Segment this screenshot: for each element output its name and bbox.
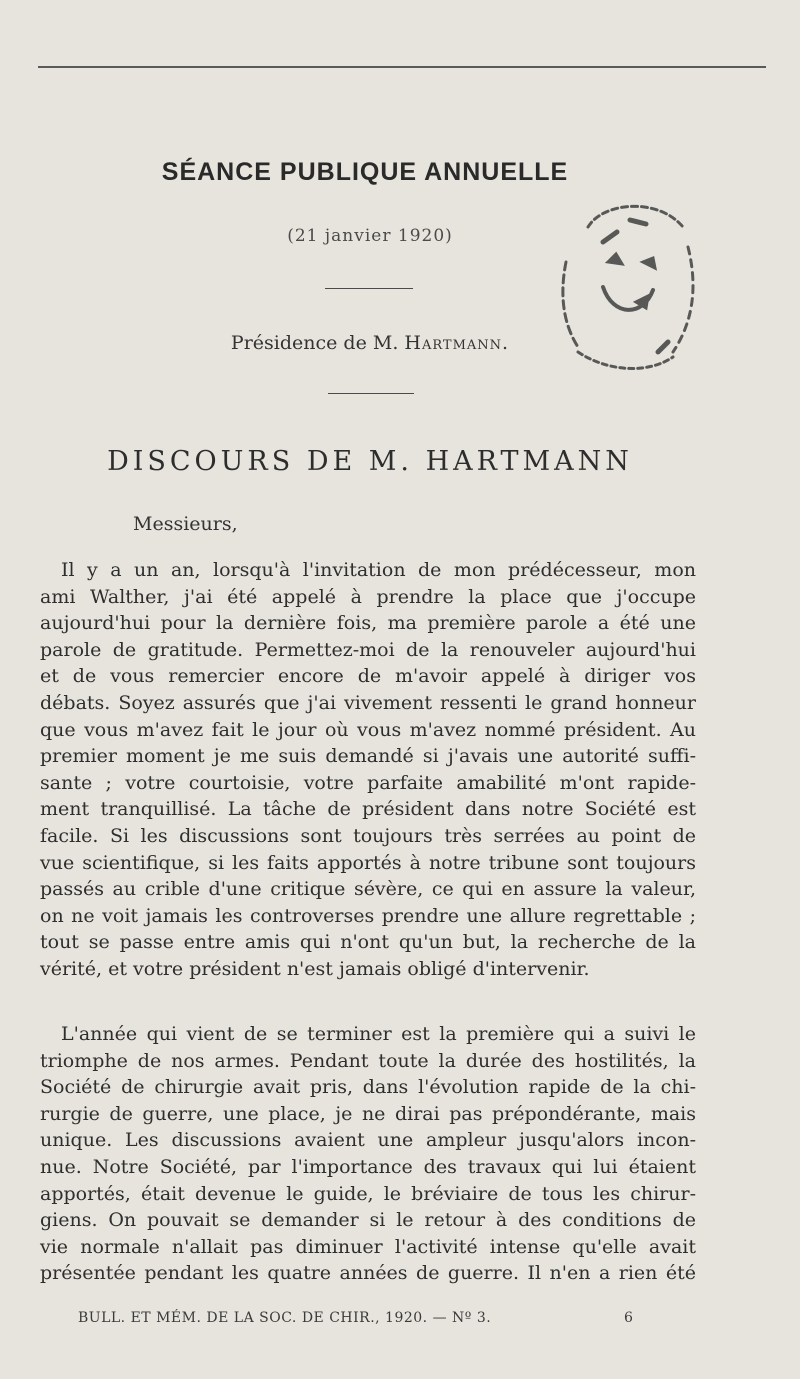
text-line: vue scientifique, si les faits apportés à notre tribune sont toujours [40,851,696,874]
text-line: giens. On pouvait se demander si le retour à des conditions de [40,1209,696,1232]
text-line: unique. Les discussions avaient une ampleur jusqu'alors incon- [40,1129,696,1152]
text-line: parole de gratitude. Permettez-moi de la renouveler aujourd'hui [40,638,696,661]
page-number: 6 [624,1310,634,1326]
text-line: facile. Si les discussions sont toujours très serrées au point de [40,824,696,847]
top-rule [38,66,766,68]
text-line: Il y a un an, lorsqu'à l'invitation de mon prédécesseur, mon [61,559,696,581]
text-line: vérité, et votre président n'est jamais obligé d'intervenir. [40,957,590,980]
text-line: passés au crible d'une critique sévère, ce qui en assure la valeur, [40,878,696,901]
page-footer [78,1310,638,1326]
presidence-name: Hartmann. [404,332,510,354]
paragraph-2 [40,1021,696,1287]
text-line: premier moment je me suis demandé si j'avais une autorité suffi- [40,745,696,768]
text-line: présentée pendant les quatre années de guerre. Il n'en a rien été [40,1262,696,1285]
text-line: L'année qui vient de se terminer est la première qui a suivi le [61,1023,696,1045]
text-line: aujourd'hui pour la dernière fois, ma première parole a été une [40,612,696,635]
paragraph-1 [40,557,696,983]
text-line: débats. Soyez assurés que j'ai vivement ressenti le grand honneur [40,691,696,714]
page-title: SÉANCE PUBLIQUE ANNUELLE [161,158,569,186]
text-line: ment tranquillisé. La tâche de président dans notre Société est [40,798,696,821]
text-line: on ne voit jamais les controverses prendre une allure regrettable ; [40,904,696,927]
short-rule-upper [325,288,413,289]
salutation: Messieurs, [133,513,238,535]
presidence-prefix: Présidence de M. [230,332,399,354]
text-line: ami Walther, j'ai été appelé à prendre la place que j'occupe [40,585,696,608]
library-stamp-icon [548,192,698,372]
text-line: et de vous remercier encore de m'avoir appelé à diriger vos [40,665,696,688]
text-line: nue. Notre Société, par l'importance des travaux qui lui étaient [40,1155,696,1178]
text-line: vie normale n'allait pas diminuer l'activité intense qu'elle avait [40,1235,696,1258]
section-heading: DISCOURS DE M. HARTMANN [107,446,633,477]
footer-citation: BULL. ET MÉM. DE LA SOC. DE CHIR., 1920. — Nº 3. [78,1310,492,1326]
short-rule-lower [328,393,414,394]
text-line: triomphe de nos armes. Pendant toute la durée des hostilités, la [40,1049,696,1072]
text-line: sante ; votre courtoisie, votre parfaite amabilité m'ont rapide- [40,771,696,794]
text-line: rurgie de guerre, une place, je ne dirai pas prépondérante, mais [40,1102,696,1125]
text-line: Société de chirurgie avait pris, dans l'évolution rapide de la chi- [40,1076,696,1099]
text-line: apportés, était devenue le guide, le bréviaire de tous les chirur- [40,1182,696,1205]
session-date: (21 janvier 1920) [287,226,453,246]
text-line: tout se passe entre amis qui n'ont qu'un but, la recherche de la [40,931,696,954]
text-line: que vous m'avez fait le jour où vous m'avez nommé président. Au [40,718,696,741]
